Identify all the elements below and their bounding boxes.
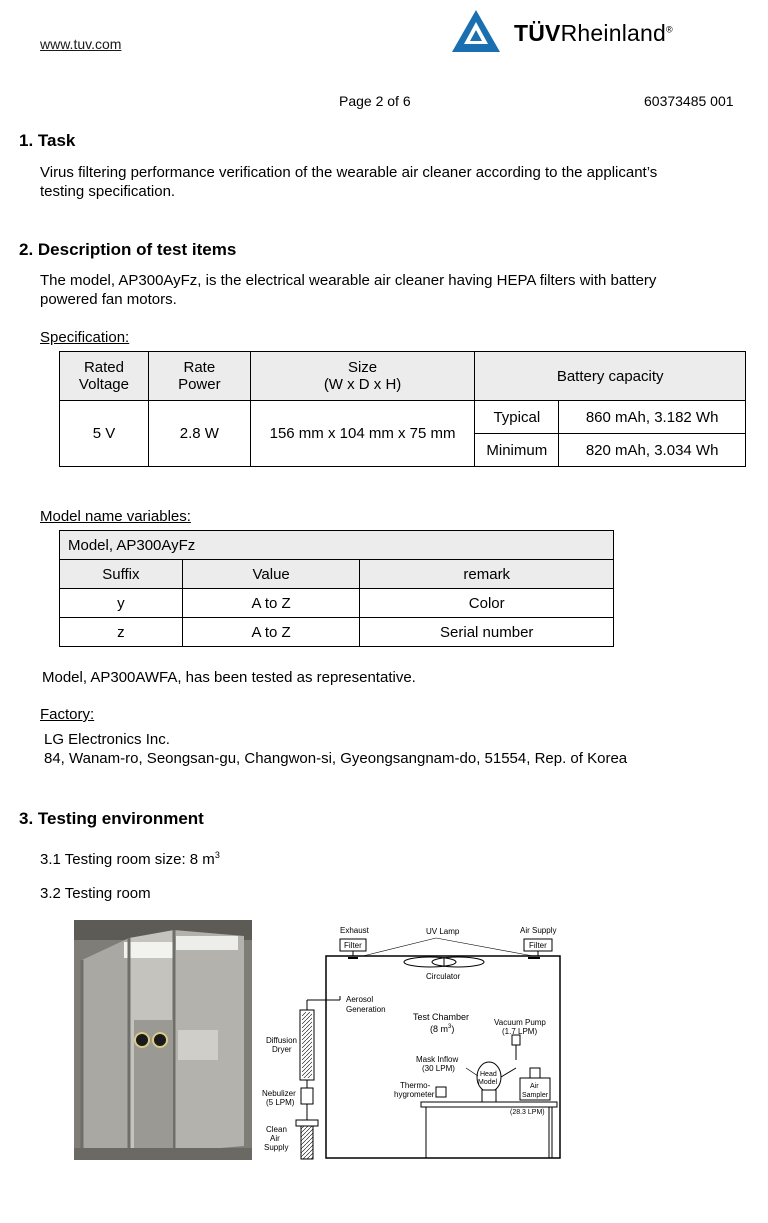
model-header-row (60, 560, 614, 589)
label-nebulizer-1: Nebulizer (262, 1089, 296, 1098)
label-thermo-1: Thermo- (400, 1081, 431, 1090)
label-nebulizer-2: (5 LPM) (266, 1098, 295, 1107)
label-mask-2: (30 LPM) (422, 1064, 455, 1073)
label-uv-lamp: UV Lamp (426, 927, 460, 936)
document-number: 60373485 001 (644, 93, 734, 109)
spec-header-row (60, 352, 746, 401)
suffix-cell: z (60, 618, 183, 647)
factory-label: Factory: (40, 706, 95, 723)
section-1-body-line-2: testing specification. (40, 183, 176, 200)
label-vacuum-2: (1.7 LPM) (502, 1027, 538, 1036)
header-rate-power: Rate Power (148, 352, 250, 401)
label-mask-1: Mask Inflow (416, 1055, 459, 1064)
label-circulator: Circulator (426, 972, 461, 981)
test-chamber-diagram (258, 920, 568, 1165)
vacuum-pump-icon (512, 1035, 520, 1045)
table-row (60, 589, 614, 618)
website-link[interactable]: www.tuv.com (40, 36, 122, 52)
label-air-sampler-2: Sampler (522, 1092, 549, 1099)
header-size: Size (W x D x H) (250, 352, 475, 401)
testing-room-label: 3.2 Testing room (40, 885, 151, 902)
spec-row-typical (60, 401, 746, 434)
header-battery-capacity: Battery capacity (475, 352, 746, 401)
header-rated-voltage: Rated Voltage (60, 352, 149, 401)
label-flow-28-3: (28.3 LPM) (510, 1109, 545, 1116)
model-variables-table (59, 530, 614, 647)
section-2-body-line-1: The model, AP300AyFz, is the electrical wearable air cleaner having HEPA filters with battery (40, 272, 657, 289)
header-value: Value (182, 560, 360, 589)
label-filter-left: Filter (344, 941, 362, 950)
remark-cell: Serial number (360, 618, 614, 647)
representative-model-note: Model, AP300AWFA, has been tested as representative. (42, 669, 416, 686)
tuv-logo-icon (450, 8, 502, 54)
label-head-1: Head (480, 1071, 497, 1078)
circulator-icon (404, 957, 456, 967)
size-value: 156 mm x 104 mm x 75 mm (250, 401, 475, 467)
label-exhaust: Exhaust (340, 926, 369, 935)
label-clean-1: Clean (266, 1125, 287, 1134)
page-number: Page 2 of 6 (339, 93, 411, 109)
label-clean-2: Air (270, 1134, 280, 1143)
factory-address: 84, Wanam-ro, Seongsan-gu, Changwon-si, Gyeongsangnam-do, 51554, Rep. of Korea (44, 750, 628, 767)
label-aerosol-2: Generation (346, 1005, 386, 1014)
header-remark: remark (360, 560, 614, 589)
remark-cell: Color (360, 589, 614, 618)
label-air-sampler-1: Air (530, 1083, 539, 1090)
clean-air-supply-icon (301, 1125, 313, 1159)
table-shape (421, 1102, 557, 1107)
room-size: 3.1 Testing room size: 8 $m^3$ (40, 850, 220, 868)
label-chamber-1: Test Chamber (413, 1012, 470, 1022)
value-cell: A to Z (182, 589, 360, 618)
nebulizer-icon (301, 1088, 313, 1104)
thermo-hygrometer-icon (436, 1087, 446, 1097)
label-thermo-2: hygrometer (394, 1090, 435, 1099)
label-aerosol-1: Aerosol (346, 995, 374, 1004)
section-2-body-line-2: powered fan motors. (40, 291, 177, 308)
section-1-title: 1. Task (19, 131, 76, 150)
value-cell: A to Z (182, 618, 360, 647)
typical-value: 860 mAh, 3.182 Wh (559, 401, 746, 434)
power-value: 2.8 W (148, 401, 250, 467)
specification-label: Specification: (40, 329, 130, 346)
factory-name: LG Electronics Inc. (44, 731, 170, 748)
label-head-2: Model (478, 1079, 498, 1086)
suffix-cell: y (60, 589, 183, 618)
label-diffusion-2: Dryer (272, 1045, 292, 1054)
section-2-title: 2. Description of test items (19, 240, 237, 259)
section-3-title: 3. Testing environment (19, 809, 204, 828)
header-suffix: Suffix (60, 560, 183, 589)
label-clean-3: Supply (264, 1143, 289, 1152)
testing-room-photo (74, 920, 252, 1160)
specification-table (59, 351, 746, 467)
section-1-body-line-1: Virus filtering performance verification of the wearable air cleaner according to the applicant’s (40, 164, 658, 181)
label-diffusion-1: Diffusion (266, 1036, 297, 1045)
voltage-value: 5 V (60, 401, 149, 467)
label-vacuum-1: Vacuum Pump (494, 1018, 546, 1027)
label-air-supply: Air Supply (520, 926, 557, 935)
model-caption-row (60, 531, 614, 560)
minimum-label: Minimum (475, 434, 559, 467)
minimum-value: 820 mAh, 3.034 Wh (559, 434, 746, 467)
typical-label: Typical (475, 401, 559, 434)
table-row (60, 618, 614, 647)
label-filter-right: Filter (529, 941, 547, 950)
label-chamber-2: (8 $m^3$) (430, 1024, 455, 1034)
model-caption: Model, AP300AyFz (60, 531, 614, 560)
registered-mark: ® (666, 24, 673, 35)
model-name-variables-label: Model name variables: (40, 508, 191, 525)
brand-name: TÜVRheinland® (514, 20, 673, 46)
